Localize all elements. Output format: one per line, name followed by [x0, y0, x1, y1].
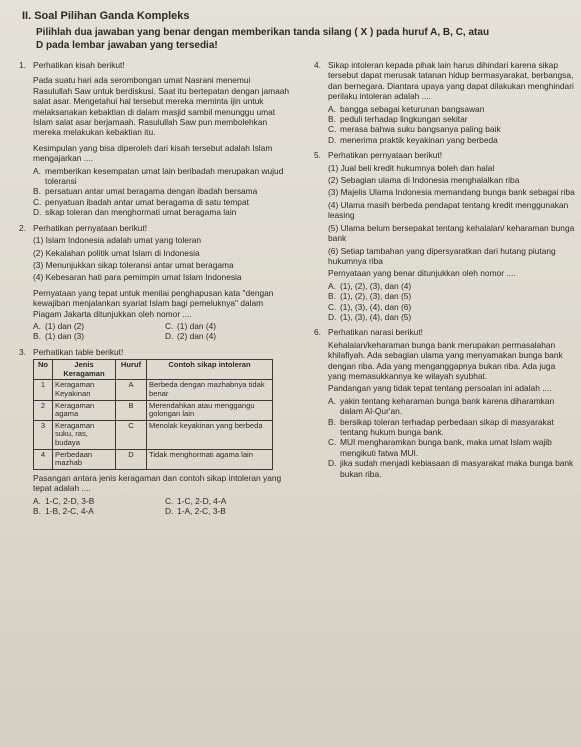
question-prompt: Perhatikan kisah berikut!: [33, 60, 125, 70]
question-prompt: Perhatikan table berikut!: [33, 346, 124, 357]
option-c[interactable]: C. 1-C, 2-D, 4-A: [165, 495, 227, 506]
table-cell: C: [116, 420, 147, 449]
options-grid: [33, 321, 291, 342]
question-number: 4.: [314, 60, 321, 70]
table-cell: Perbedaan mazhab: [53, 449, 116, 469]
right-column: [303, 60, 575, 484]
table-cell: Berbeda dengan mazhabnya tidak benar: [147, 380, 273, 400]
option-c[interactable]: C. MUI mengharamkan bunga bank, maka umat Islam wajib mengikuti fatwa MUI.: [328, 437, 552, 458]
table-cell: D: [116, 449, 147, 469]
question-stem: Pandangan yang tidak tepat tentang persoalan ini adalah ....: [328, 383, 552, 394]
statement-3: (3) Menunjukkan sikap toleransi antar umat beragama: [33, 259, 234, 270]
question-number: 6.: [314, 327, 321, 338]
question-stem: Pasangan antara jenis keragaman dan contoh sikap intoleran yang tepat adalah ....: [33, 472, 282, 494]
question-stem: Kesimpulan yang bisa diperoleh dari kisah tersebut adalah Islam mengajarkan ....: [33, 142, 273, 164]
question-passage: Kehalalan/keharaman bunga bank merupakan permasalahan khilafiyah. Ada sebagian ulama yang menyamakan bunga bank dengan riba. Ada yang menganggapnya bukan riba. Ada juga yang memasukkannya ke wilayah syubhat.: [328, 339, 563, 381]
keragaman-table: [33, 359, 273, 470]
statement-3: (3) Majelis Ulama Indonesia memandang bunga bank sebagai riba: [328, 187, 575, 198]
instruction-line-1: Pilihlah dua jawaban yang benar dengan memberikan tanda silang ( X ) pada huruf A, B, C, atau: [36, 27, 490, 38]
section-header: [22, 10, 572, 52]
option-a[interactable]: A. (1), (2), (3), dan (4): [328, 280, 412, 291]
table-row: [34, 400, 273, 420]
options-grid: [33, 496, 291, 517]
option-d[interactable]: D. (1), (3), (4), dan (5): [328, 311, 412, 322]
table-row: [34, 449, 273, 469]
question-stem: Pernyataan yang tepat untuk menilai penghapusan kata "dengan kewajiban menjalankan syariat Islam bagi pemeluknya" dalam Piagam Jakarta ditunjukkan oleh nomor ....: [33, 287, 274, 319]
question-5: [303, 150, 575, 322]
statement-2: (2) Sebagian ulama di Indonesia menghalalkan riba: [328, 175, 520, 186]
table-cell: 1: [34, 380, 53, 400]
table-row: [34, 420, 273, 449]
table-cell: 2: [34, 400, 53, 420]
option-c[interactable]: C. (1) dan (4): [165, 320, 217, 331]
question-number: 2.: [19, 222, 26, 233]
question-stem: Pernyataan yang benar ditunjukkan oleh nomor ....: [328, 268, 516, 279]
option-c[interactable]: C. penyatuan ibadah antar umat beragama di satu tempat: [33, 196, 249, 207]
table-cell: 4: [34, 449, 53, 469]
option-d[interactable]: D. (2) dan (4): [165, 331, 217, 342]
option-a[interactable]: A. memberikan kesempatan umat lain beribadah merupakan wujud toleransi: [33, 165, 284, 187]
table-header-cell: Huruf: [116, 360, 147, 380]
left-column: [8, 60, 291, 521]
statement-1: (1) Jual beli kredit hukumnya boleh dan halal: [328, 162, 495, 173]
section-title: II. Soal Pilihan Ganda Kompleks: [22, 10, 190, 22]
question-3: [8, 347, 291, 517]
question-2: [8, 223, 291, 342]
table-header-row: [34, 360, 273, 380]
statement-5: (5) Ulama belum bersepakat tentang kehalalan/ keharaman bunga bank: [328, 222, 575, 244]
option-a[interactable]: A. bangga sebagai keturunan bangsawan: [328, 103, 485, 114]
question-prompt: Perhatikan pernyataan berikut!: [33, 222, 148, 233]
option-c[interactable]: C. (1), (3), (4), dan (6): [328, 301, 412, 312]
statement-6: (6) Setiap tambahan yang dipersyaratkan dari hutang piutang hukumnya riba: [328, 245, 556, 266]
option-d[interactable]: D. jika sudah menjadi kebiasaan di masyarakat maka bunga bank bukan riba.: [328, 458, 574, 479]
question-passage: Pada suatu hari ada serombongan umat Nasrani menemui Rasulullah Saw untuk berdiskusi. Saat itu bertepatan dengan jamaah salat asar. Mengetahui hal tersebut mereka meminta ijin untuk melaksanakan kebaktian di dalam masjid sambil menunggu umat Islam salat asar berjamaah. Rasulullah Saw pun membolehkan mereka melakukan kebaktian itu.: [33, 75, 290, 138]
question-4: [303, 60, 575, 145]
option-b[interactable]: B. (1) dan (3): [33, 331, 85, 342]
table-cell: Tidak menghormati agama lain: [147, 449, 273, 469]
question-stem: Sikap intoleran kepada pihak lain harus dihindari karena sikap tersebut dapat merusak tatanan hidup bermasyarakat, berbangsa, dan bernegara. Diantara upaya yang dapat dilakukan menghindari perilaku intoleran adalah ....: [328, 60, 574, 102]
table-header-cell: No: [34, 360, 53, 380]
question-number: 1.: [19, 60, 26, 70]
table-cell: Keragaman agama: [53, 400, 116, 420]
question-6: [303, 327, 575, 479]
statement-4: (4) Ulama masih berbeda pendapat tentang kredit menggunakan leasing: [328, 199, 569, 221]
option-b[interactable]: B. bersikap toleran terhadap perbedaan sikap di masyarakat tentang hukum bunga bank.: [328, 416, 554, 437]
table-cell: Menolak keyakinan yang berbeda: [147, 420, 273, 449]
statement-1: (1) Islam Indonesia adalah umat yang toleran: [33, 235, 202, 246]
table-header-cell: Jenis Keragaman: [53, 360, 116, 380]
option-b[interactable]: B. peduli terhadap lingkungan sekitar: [328, 114, 468, 125]
option-d[interactable]: D. sikap toleran dan menghormati umat beragama lain: [33, 207, 237, 218]
question-1: [8, 60, 291, 218]
option-b[interactable]: B. persatuan antar umat beragama dengan ibadah bersama: [33, 186, 258, 197]
option-a[interactable]: A. (1) dan (2): [33, 320, 85, 331]
statement-4: (4) Kebesaran hati para pemimpin umat Islam Indonesia: [33, 272, 242, 283]
statement-2: (2) Kekalahan politik umat Islam di Indonesia: [33, 247, 200, 258]
table-cell: 3: [34, 420, 53, 449]
question-number: 5.: [314, 150, 321, 161]
question-prompt: Perhatikan narasi berikut!: [328, 327, 423, 338]
option-b[interactable]: B. (1), (2), (3), dan (5): [328, 291, 412, 302]
option-d[interactable]: D. menerima praktik keyakinan yang berbeda: [328, 134, 498, 145]
table-header-cell: Contoh sikap intoleran: [147, 360, 273, 380]
table-cell: Merendahkan atau menggangu golongan lain: [147, 400, 273, 420]
question-prompt: Perhatikan pernyataan berikut!: [328, 150, 443, 161]
table-cell: Keragaman Keyakinan: [53, 380, 116, 400]
instruction-line-2: D pada lembar jawaban yang tersedia!: [36, 40, 218, 51]
table-row: [34, 380, 273, 400]
option-b[interactable]: B. 1-B, 2-C, 4-A: [33, 505, 94, 516]
option-d[interactable]: D. 1-A, 2-C, 3-B: [165, 505, 226, 516]
question-number: 3.: [19, 346, 26, 357]
table-cell: A: [116, 380, 147, 400]
option-c[interactable]: C. merasa bahwa suku bangsanya paling baik: [328, 124, 501, 135]
table-cell: Keragaman suku, ras, budaya: [53, 420, 116, 449]
option-a[interactable]: A. yakin tentang keharaman bunga bank karena diharamkan dalam Al-Qur'an.: [328, 395, 555, 417]
table-cell: B: [116, 400, 147, 420]
option-a[interactable]: A. 1-C, 2-D, 3-B: [33, 495, 95, 506]
